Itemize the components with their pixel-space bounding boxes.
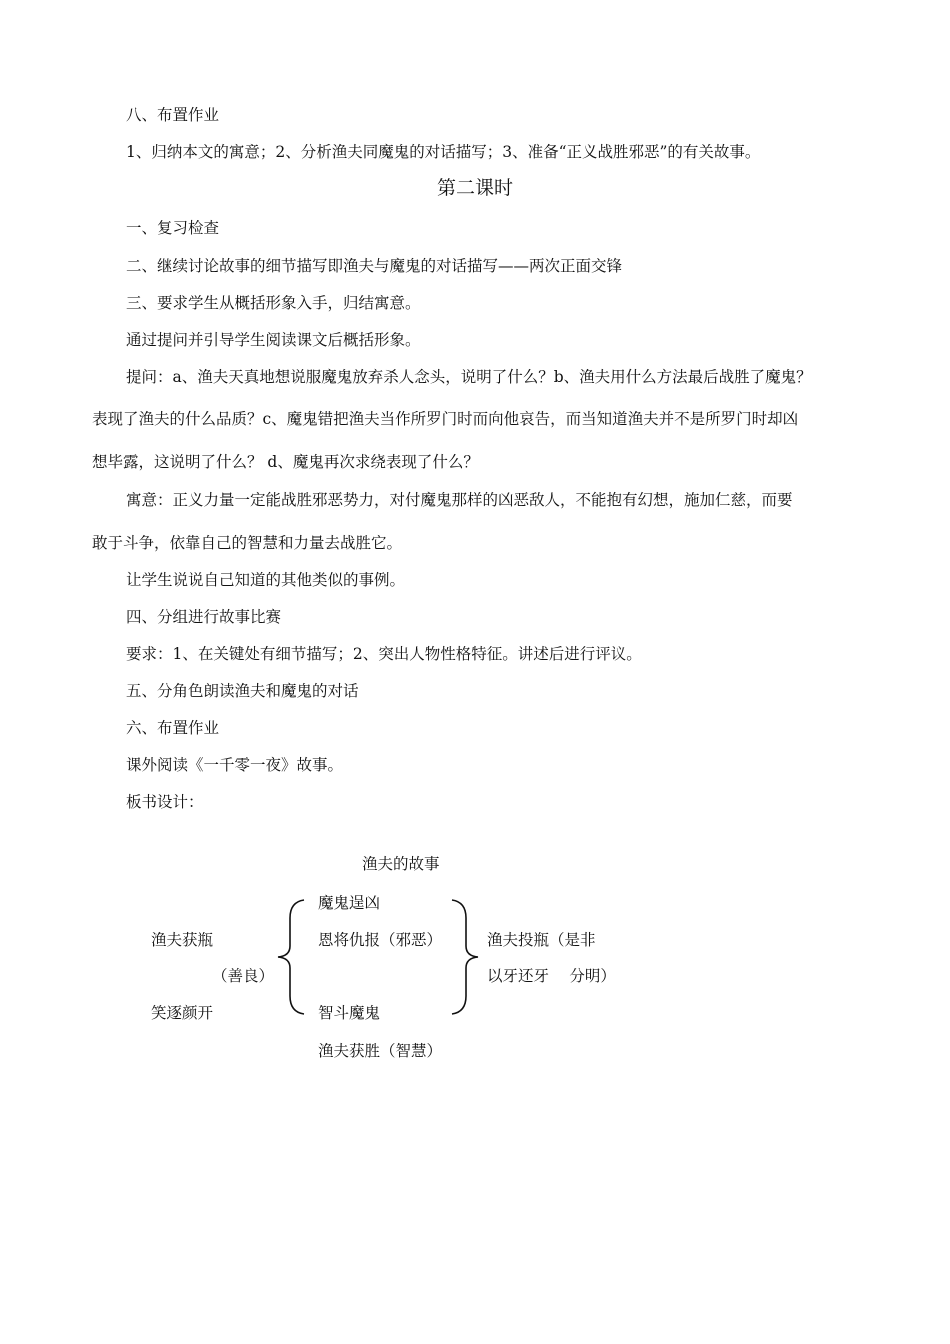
section-8-content: 1、归纳本文的寓意；2、分析渔夫同魔鬼的对话描写；3、准备“正义战胜邪恶”的有关故事。 — [126, 143, 761, 161]
board-right-2: 以牙还牙 分明） — [487, 967, 616, 985]
guide-text: 通过提问并引导学生阅读课文后概括形象。 — [126, 331, 421, 349]
step-2-heading: 二、继续讨论故事的细节描写即渔夫与魔鬼的对话描写——两次正面交锋 — [126, 257, 623, 275]
board-left-middle: （善良） — [212, 967, 275, 985]
board-middle-3: 智斗魔鬼 — [318, 1004, 381, 1022]
board-middle-2: 恩将仇报（邪恶） — [318, 931, 443, 949]
right-brace-icon — [448, 898, 482, 1016]
question-line-3: 想毕露，这说明了什么？ d、魔鬼再次求绕表现了什么？ — [92, 453, 479, 471]
examples-text: 让学生说说自己知道的其他类似的事例。 — [126, 571, 406, 589]
step-1-heading: 一、复习检查 — [126, 219, 220, 237]
step-3-heading: 三、要求学生从概括形象入手，归结寓意。 — [126, 294, 421, 312]
step-6-heading: 六、布置作业 — [126, 719, 220, 737]
board-title: 渔夫的故事 — [362, 855, 440, 873]
step-4-heading: 四、分组进行故事比赛 — [126, 608, 282, 626]
lesson-title: 第二课时 — [436, 177, 513, 199]
board-middle-1: 魔鬼逞凶 — [318, 894, 381, 912]
step-5-heading: 五、分角色朗读渔夫和魔鬼的对话 — [126, 682, 359, 700]
board-design-label: 板书设计： — [126, 793, 204, 811]
requirement-text: 要求：1、在关键处有细节描写；2、突出人物性格特征。讲述后进行评议。 — [126, 645, 642, 663]
board-right-1: 渔夫投瓶（是非 — [487, 931, 596, 949]
board-middle-4: 渔夫获胜（智慧） — [318, 1042, 443, 1060]
left-brace-icon — [274, 898, 308, 1016]
board-left-top: 渔夫获瓶 — [151, 931, 214, 949]
homework-text: 课外阅读《一千零一夜》故事。 — [126, 756, 344, 774]
moral-line-2: 敢于斗争，依靠自己的智慧和力量去战胜它。 — [92, 534, 403, 552]
board-left-bottom: 笑逐颜开 — [151, 1004, 214, 1022]
section-8-heading: 八、布置作业 — [126, 106, 220, 124]
question-line-1: 提问：a、渔夫天真地想说服魔鬼放弃杀人念头，说明了什么？b、渔夫用什么方法最后战胜了魔鬼？ — [126, 368, 812, 386]
question-line-2: 表现了渔夫的什么品质？c、魔鬼错把渔夫当作所罗门时而向他哀告，而当知道渔夫并不是所罗门时却凶 — [92, 410, 799, 428]
moral-line-1: 寓意：正义力量一定能战胜邪恶势力，对付魔鬼那样的凶恶敌人，不能抱有幻想，施加仁慈，而要 — [126, 491, 793, 509]
